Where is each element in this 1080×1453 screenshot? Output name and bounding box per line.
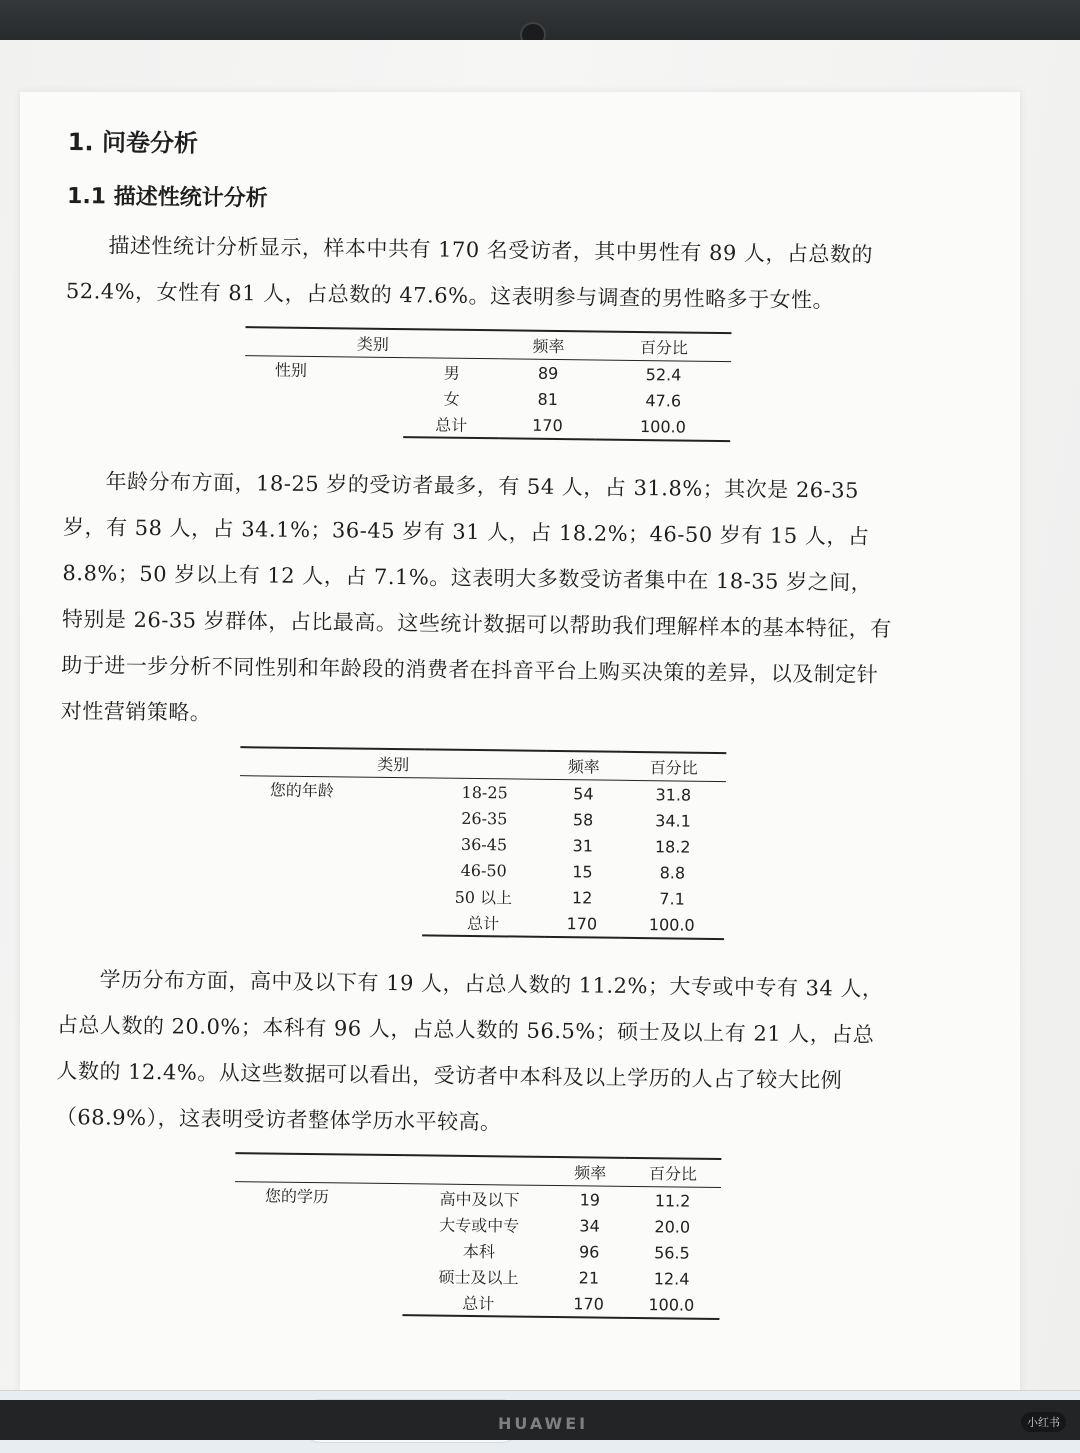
percent-cell: 11.2 [654, 1190, 691, 1211]
watermark: 小红书 [1021, 1412, 1066, 1432]
header-percent: 百分比 [624, 1158, 721, 1188]
frequency-cell: 31 [572, 835, 594, 855]
header-category [235, 1153, 556, 1185]
header-frequency: 频率 [546, 751, 621, 780]
header-percent: 百分比 [621, 752, 726, 782]
frequency-cell: 21 [578, 1267, 600, 1288]
category-cell: 36-45 [460, 834, 508, 854]
paragraph-age: 年龄分布方面，18-25 岁的受访者最多，有 54 人，占 31.8%；其次是 26-35 岁，有 58 人，占 34.1%；36-45 岁有 31 人，占 18.2%；46-50 岁有 15 人，占 8.8%；50 岁以上有 12 人，占 7.1%。这表明大多数受访者集中在 18-35 岁之间，特别是 26-35 岁群体，占比最高。这些统计数据可以帮助我们理解样本的基本特征，有助于进一步分析不同性别和年龄段的消费者在抖音平台上购买决策的差异，以及制定针对性营销策略。 [60, 469, 892, 725]
document-page [20, 92, 1020, 1392]
category-cell: 46-50 [460, 860, 507, 880]
percent-cell: 100.0 [595, 412, 730, 441]
header-percent: 百分比 [596, 331, 731, 361]
laptop-bottom-bezel [0, 1400, 1080, 1440]
table-row [245, 356, 731, 388]
percent-cell: 100.0 [623, 1291, 720, 1319]
category-cell: 硕士及以上 [438, 1267, 519, 1288]
subsection-heading: 1.1 描述性统计分析 [66, 183, 268, 212]
percent-cell: 7.1 [659, 888, 685, 909]
header-category: 类别 [240, 747, 546, 779]
frequency-cell: 19 [579, 1189, 601, 1210]
category-cell: 总计 [422, 908, 545, 936]
category-cell: 大专或中专 [439, 1215, 520, 1236]
education-table [233, 1152, 721, 1320]
percent-cell: 8.8 [659, 862, 686, 883]
percent-cell: 20.0 [654, 1216, 691, 1237]
category-cell: 总计 [402, 1288, 554, 1317]
frequency-cell: 12 [571, 887, 593, 907]
table-row [240, 776, 726, 808]
frequency-cell: 15 [572, 861, 593, 881]
frequency-cell: 96 [578, 1241, 600, 1262]
category-cell: 男 [443, 363, 460, 383]
percent-cell: 18.2 [654, 836, 691, 857]
frequency-cell: 170 [499, 411, 596, 439]
frequency-cell: 54 [573, 783, 594, 803]
section-heading: 1. 问卷分析 [67, 127, 199, 158]
group-label: 您的学历 [264, 1186, 330, 1207]
frequency-cell: 34 [579, 1215, 600, 1236]
percent-cell: 31.8 [655, 784, 692, 805]
percent-cell: 34.1 [655, 810, 691, 831]
category-cell: 26-35 [461, 808, 508, 828]
percent-cell: 52.4 [645, 364, 682, 385]
gender-table [244, 326, 731, 442]
category-cell: 50 以上 [454, 887, 513, 907]
group-label: 您的年龄 [269, 780, 334, 801]
percent-cell: 56.5 [654, 1242, 690, 1263]
percent-cell: 47.6 [645, 390, 682, 411]
group-label: 性别 [274, 360, 308, 380]
age-table [238, 746, 726, 940]
document-body [53, 122, 898, 1346]
category-cell: 总计 [403, 410, 500, 438]
paragraph-education: 学历分布方面，高中及以下有 19 人，占总人数的 11.2%；大专或中专有 34 人，占总人数的 20.0%；本科有 96 人，占总人数的 56.5%；硕士及以上有 21 人，占总人数的 12.4%。从这些数据可以看出，受访者中本科及以上学历的人占了较大比例（68.9%），这表明受访者整体学历水平较高。 [55, 967, 884, 1135]
category-cell: 高中及以下 [439, 1189, 520, 1210]
frequency-cell: 58 [572, 809, 594, 829]
header-frequency: 频率 [556, 1157, 625, 1186]
screen [0, 40, 1080, 1400]
category-cell: 本科 [462, 1241, 496, 1261]
paragraph-gender: 描述性统计分析显示，样本中共有 170 名受访者，其中男性有 89 人，占总数的 52.4%，女性有 81 人，占总数的 47.6%。这表明参与调查的男性略多于女性。 [65, 233, 874, 313]
header-category: 类别 [245, 327, 500, 359]
table-row [235, 1182, 721, 1214]
category-cell: 女 [443, 389, 460, 409]
frequency-cell: 81 [537, 389, 559, 409]
category-cell: 18-25 [461, 782, 508, 802]
percent-cell: 100.0 [619, 911, 724, 939]
frequency-cell: 89 [537, 363, 559, 383]
brand-logo: HUAWEI [498, 1414, 589, 1433]
percent-cell: 12.4 [653, 1268, 690, 1289]
frequency-cell: 170 [544, 910, 619, 938]
frequency-cell: 170 [554, 1290, 623, 1318]
header-frequency: 频率 [500, 330, 597, 360]
